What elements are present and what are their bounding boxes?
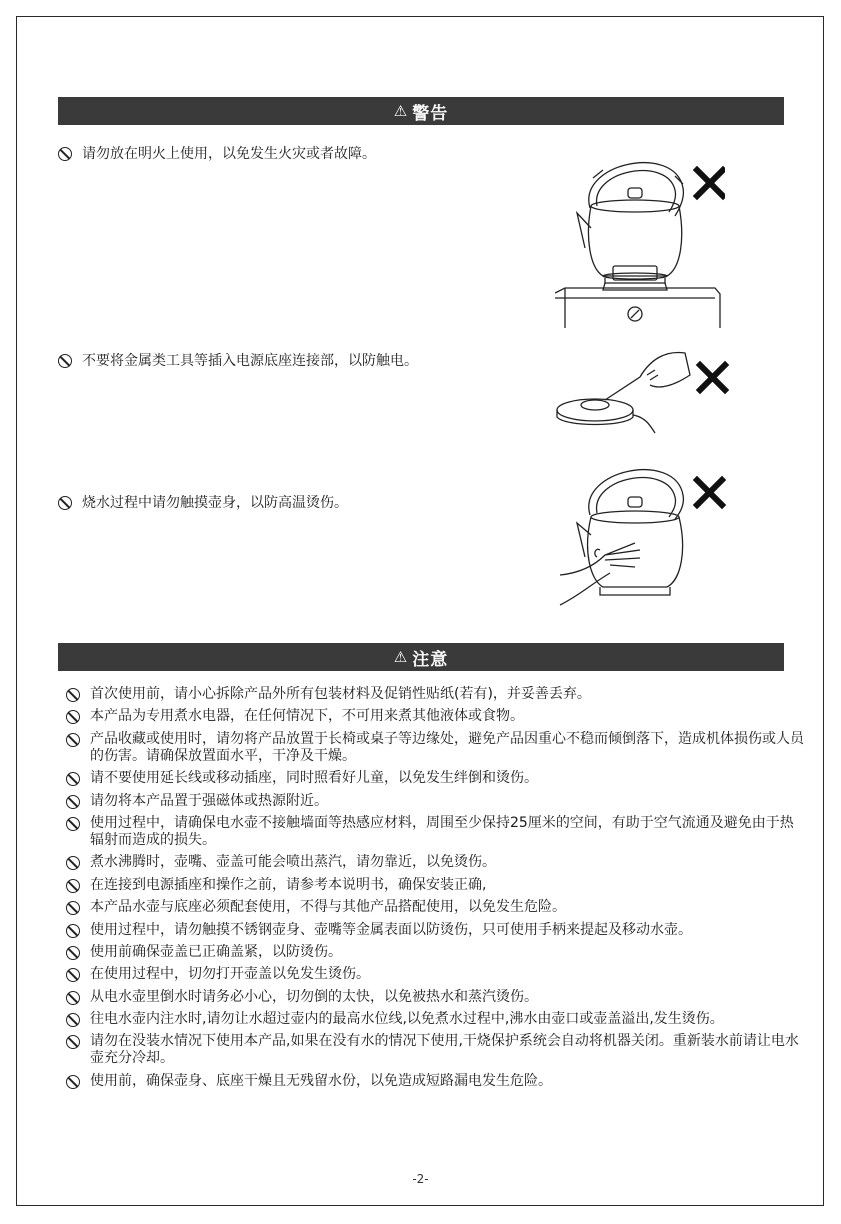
notice-item-text: 产品收藏或使用时，请勿将产品放置于长椅或桌子等边缘处，避免产品因重心不稳而倾倒落下，造成机体损伤或人员的伤害。请确保放置面水平，干净及干燥。 <box>90 730 804 764</box>
warning-item-text: 不要将金属类工具等插入电源底座连接部，以防触电。 <box>82 353 418 369</box>
notice-item-text: 在使用过程中，切勿打开壶盖以免发生烫伤。 <box>90 966 370 983</box>
notice-item <box>66 815 806 849</box>
notice-item-text: 使用过程中，请勿触摸不锈钢壶身、壶嘴等金属表面以防烫伤，只可使用手柄来提起及移动水壶。 <box>90 921 692 938</box>
notice-item <box>66 877 806 894</box>
notice-item-text: 煮水沸腾时，壶嘴、壶盖可能会喷出蒸汽，请勿靠近，以免烫伤。 <box>90 854 496 871</box>
notice-item-text: 使用前，确保壶身、底座干燥且无残留水份，以免造成短路漏电发生危险。 <box>90 1072 552 1089</box>
prohibited-icon <box>66 1013 80 1027</box>
notice-item-text: 使用过程中，请确保电水壶不接触墙面等热感应材料，周围至少保持25厘米的空间，有助于空气流通及避免由于热辐射而造成的损失。 <box>90 814 794 848</box>
prohibited-icon <box>66 856 80 870</box>
notice-item <box>66 686 806 703</box>
notice-title: 注意 <box>412 649 449 670</box>
tool-in-base-illustration <box>555 345 730 440</box>
notice-item <box>66 708 806 725</box>
kettle-on-stove-illustration <box>555 138 725 330</box>
prohibited-icon <box>66 733 80 747</box>
notice-item <box>66 1033 806 1067</box>
notice-item-text: 使用前确保壶盖已正确盖紧，以防烫伤。 <box>90 943 342 960</box>
notice-item <box>66 854 806 871</box>
notice-item <box>66 944 806 961</box>
notice-item <box>66 966 806 983</box>
notice-item-text: 往电水壶内注水时,请勿让水超过壶内的最高水位线,以免煮水过程中,沸水由壶口或壶盖溢出,发生烫伤。 <box>90 1011 724 1028</box>
notice-item <box>66 922 806 939</box>
prohibited-icon <box>66 817 80 831</box>
prohibited-icon <box>66 795 80 809</box>
warning-title: 警告 <box>412 103 449 124</box>
warning-triangle-icon: ⚠ <box>393 102 409 120</box>
prohibited-icon <box>66 991 80 1005</box>
notice-item <box>66 899 806 916</box>
notice-item <box>66 989 806 1006</box>
notice-item-text: 本产品水壶与底座必须配套使用，不得与其他产品搭配使用，以免发生危险。 <box>90 899 566 916</box>
notice-item-text: 请勿在没装水情况下使用本产品,如果在没有水的情况下使用,干烧保护系统会自动将机器关闭。重新装水前请让电水壶充分冷却。 <box>90 1033 799 1067</box>
prohibited-icon <box>66 688 80 702</box>
page-number: -2- <box>412 1172 429 1186</box>
prohibited-icon <box>66 901 80 915</box>
notice-item-text: 请勿将本产品置于强磁体或热源附近。 <box>90 792 328 809</box>
prohibited-icon <box>66 946 80 960</box>
warning-item-open-flame <box>58 145 376 163</box>
notice-list <box>66 686 806 1095</box>
warning-triangle-icon: ⚠ <box>393 648 409 666</box>
notice-header <box>58 643 784 671</box>
prohibited-icon <box>66 1035 80 1049</box>
notice-item <box>66 770 806 787</box>
warning-item-text: 请勿放在明火上使用，以免发生火灾或者故障。 <box>82 146 376 162</box>
hand-touching-kettle-illustration <box>555 455 730 610</box>
notice-item-text: 请不要使用延长线或移动插座，同时照看好儿童，以免发生绊倒和烫伤。 <box>90 770 538 787</box>
prohibited-icon <box>66 968 80 982</box>
prohibited-icon <box>58 354 72 368</box>
warning-item-text: 烧水过程中请勿触摸壶身，以防高温烫伤。 <box>82 495 348 511</box>
notice-item-text: 首次使用前，请小心拆除产品外所有包装材料及促销性贴纸(若有)，并妥善丢弃。 <box>90 686 591 702</box>
notice-item <box>66 731 806 765</box>
prohibited-icon <box>58 496 72 510</box>
warning-item-hot-body <box>58 494 348 512</box>
warning-item-metal-tools <box>58 352 418 370</box>
notice-item <box>66 793 806 810</box>
notice-item <box>66 1073 806 1090</box>
prohibited-icon <box>66 879 80 893</box>
prohibited-icon <box>58 147 72 161</box>
notice-item-text: 从电水壶里倒水时请务必小心，切勿倒的太快，以免被热水和蒸汽烫伤。 <box>90 988 538 1005</box>
prohibited-icon <box>66 772 80 786</box>
notice-item-text: 在连接到电源插座和操作之前，请参考本说明书，确保安装正确, <box>90 876 487 893</box>
warning-header <box>58 97 784 125</box>
prohibited-icon <box>66 1075 80 1089</box>
prohibited-icon <box>66 710 80 724</box>
prohibited-icon <box>66 924 80 938</box>
notice-item-text: 本产品为专用煮水电器，在任何情况下，不可用来煮其他液体或食物。 <box>90 708 524 725</box>
notice-item <box>66 1011 806 1028</box>
